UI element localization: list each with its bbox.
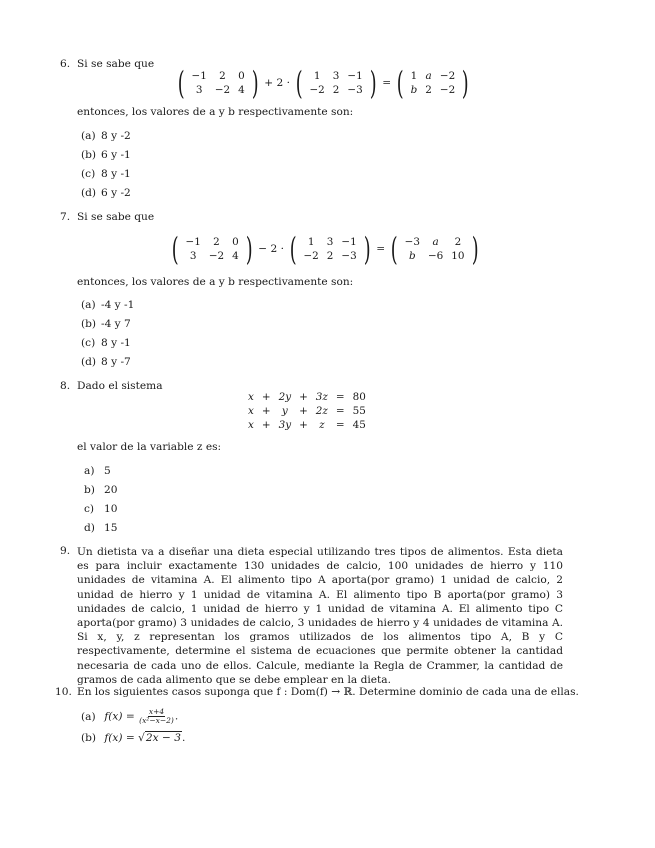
q6-option-a: (a) 8 y -2	[81, 130, 131, 142]
q6-operator: + 2 ·	[264, 77, 290, 89]
q8-stem: Dado el sistema	[77, 380, 163, 392]
q10-stem: En los siguientes casos suponga que f : Dom(f) → ℝ. Determine dominio de cada una de ellas.	[77, 686, 579, 698]
q7-number: 7.	[60, 211, 71, 223]
q8-option-d: d) 15	[84, 522, 118, 534]
q7-equation: ( −1 2 0 3 −2 4 ) − 2 · ( 1 3 −1 −2 2 −3 ) = ( −3 a 2 b −6 10 )	[171, 230, 479, 268]
q6-equals: =	[382, 77, 392, 89]
q10-part-b: (b) f(x) = √2x − 3.	[81, 732, 186, 744]
q10-fraction: $\frac{x+4}{\text{(x²−x−2)}}$	[139, 707, 174, 725]
q7-matrix-3: −3 a 2 b −6 10	[404, 236, 465, 262]
q7-equals: =	[376, 243, 386, 255]
q8-equation-3: x + 3y + z = 45	[248, 419, 366, 431]
q6-matrix-2: 1 3 −1 −2 2 −3	[309, 70, 363, 96]
q8-followup: el valor de la variable z es:	[77, 441, 222, 453]
q8-equation-1: x + 2y + 3z = 80	[248, 391, 366, 403]
q8-option-b: b) 20	[84, 484, 118, 496]
q7-stem: Si se sabe que	[77, 211, 155, 223]
q8-option-a: a) 5	[84, 465, 111, 477]
q6-option-d: (d) 6 y -2	[81, 187, 131, 199]
q7-operator: − 2 ·	[258, 243, 284, 255]
q7-option-b: (b) -4 y 7	[81, 318, 131, 330]
sqrt-icon: √	[138, 732, 145, 744]
q9-number: 9.	[60, 545, 71, 557]
q6-matrix-3: 1 a −2 b 2 −2	[410, 70, 456, 96]
q7-matrix-2: 1 3 −1 −2 2 −3	[303, 236, 357, 262]
q6-number: 6.	[60, 58, 71, 70]
q10-part-a: (a) f(x) = $\frac{x+4}{\text{(x²−x−2)}}$ .	[81, 707, 179, 725]
q7-option-c: (c) 8 y -1	[81, 337, 131, 349]
q6-option-b: (b) 6 y -1	[81, 149, 131, 161]
q7-followup: entonces, los valores de a y b respectivamente son:	[77, 276, 354, 288]
q8-system	[244, 390, 370, 432]
q6-matrix-1: −1 2 0 3 −2 4	[191, 70, 245, 96]
q9-text: Un dietista va a diseñar una dieta especial utilizando tres tipos de alimentos. Esta dieta es para incluir exactamente 130 unidades de calcio, 100 unidades de hierro y 110 unidades de vitamina A. El alimento tipo A aporta(por gramo) 1 unidad de calcio, 2 unidad de hierro y 1 unidad de vitamina A. El alimento tipo B aporta(por gramo) 3 unidades de calcio, 1 unidad de hierro y 1 unidad de vitamina A. El alimento tipo C aporta(por gramo) 3 unidades de calcio, 3 unidades de hierro y 4 unidades de vitamina A. Si x, y, z representan los gramos utilizados de los alimentos tipo A, B y C respectivamente, determine el sistema de ecuaciones que permite obtener la cantidad necesaria de cada uno de ellos. Calcule, mediante la Regla de Crammer, la cantidad de gramos de cada alimento que se debe emplear en la dieta.	[77, 546, 563, 686]
q6-followup: entonces, los valores de a y b respectivamente son:	[77, 106, 354, 118]
q8-equation-2: x + y + 2z = 55	[248, 405, 366, 417]
q7-option-d: (d) 8 y -7	[81, 356, 131, 368]
q6-stem: Si se sabe que	[77, 58, 155, 70]
q6-equation: ( −1 2 0 3 −2 4 ) + 2 · ( 1 3 −1 −2 2 −3 ) = ( 1 a −2 b 2 −2 )	[177, 64, 469, 102]
q8-number: 8.	[60, 380, 71, 392]
q7-option-a: (a) -4 y -1	[81, 299, 135, 311]
q6-option-c: (c) 8 y -1	[81, 168, 131, 180]
q7-matrix-1: −1 2 0 3 −2 4	[185, 236, 239, 262]
q10-number: 10.	[55, 686, 72, 698]
q8-option-c: c) 10	[84, 503, 118, 515]
